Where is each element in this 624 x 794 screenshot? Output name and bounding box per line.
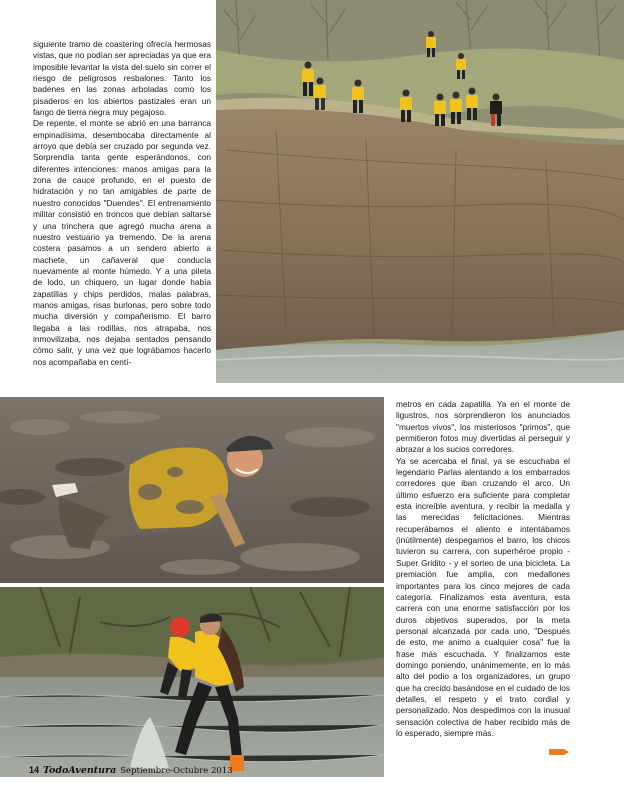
paragraph: siguiente tramo de coastering ofrecía hermosas vistas, que no podían ser apreciadas ya que era imposible levantar la vista del suelo sin correr el riesgo de peligrosos resbalones. Tanto los badenes en las zonas arboladas como los pisaderos en los abiertos pastizales eran un fango de tierra negra muy pegajoso. xyxy=(33,39,211,118)
paragraph: De repente, el monte se abrió en una barranca empinadísima, desembocaba directamente al arroyo que debía ser cruzado por segunda vez. Sorprendía tanta gente esperándonos, con diferentes intenciones: manos amigas para la zona de cauce profundo, en el puesto de hidratación y no tan amigables de parte de nuestro conocidos "Duendes". El entrenamiento militar consistió en troncos que debían saltarse y una trinchera que agregó mucha arena a nuestro vestuario ya tremendo. De la arena costera pasamos a un sendero abierto a machete, un cañaveral que conducía nuevamente al monte húmedo. Y a una pileta de lodo, un chiquero, un lugar donde había zapatillas y chips perdidos, malas palabras, manos amigas, risas burlonas, pero sobre todo mucha diversión y compañerismo. El barro llegaba a las rodillas, nos atrapaba, nos inmovilizaba, nos dejaba sentados pensando cómo salir, y una vez que lográbamos hacerlo nos acompañaba en centí- xyxy=(33,118,211,367)
paragraph: Ya se acercaba el final, ya se escuchaba el legendario Parlas alentando a los embarrados corredores que iban cruzando el arco. Un último esfuerzo era suficiente para completar esta increíble aventura, y recibir la medalla y las merecidas felicitaciones. Mientras recuperábamos el aliento e intentábamos (inútilmente) despegarnos el barro, los chicos tuvieron su carrera, con superhéroe propio - Super Gridito - y el sorteo de una bicicleta. La premiación fue amplia, con medallones importantes para los cinco mejores de cada categoría. Finalizamos esta aventura, esta carrera con una enorme satisfacción por los duros objetivos superados, por la meta personal alcanzada por cada uno, "Después de esto, me animo a cualquier cosa" fue la frase más escuchada. Y finalizamos este domingo poniendo, unánimemente, en lo más alto del podio a los organizadores, un grupo que ha crecido basándose en el cuidado de los detalles, el respeto y el trato cordial y personalizado. Nos despedimos con la inusual sensación colectiva de haber recibido más de lo esperado, siempre más. xyxy=(396,455,570,738)
article-column-left xyxy=(33,39,211,368)
photo-runner-carrying-child xyxy=(0,587,384,777)
issue-date: Septiembre-Octubre 2013 xyxy=(120,766,233,776)
page-footer xyxy=(29,765,233,779)
magazine-name: TodoAventura xyxy=(43,765,117,776)
end-of-article-arrow-icon xyxy=(549,748,569,756)
photo-runners-cliff xyxy=(216,0,624,383)
paragraph: metros en cada zapatilla. Ya en el monte de ligustros, nos sorprendieron los anunciados "muertos vivos", los misteriosos "primos", que permitieron fotos muy divertidas al perseguir y abrazar a los sucios corredores. xyxy=(396,399,570,455)
article-column-right xyxy=(396,399,570,739)
photo-runner-mud xyxy=(0,397,384,583)
page-number: 14 xyxy=(29,765,40,775)
